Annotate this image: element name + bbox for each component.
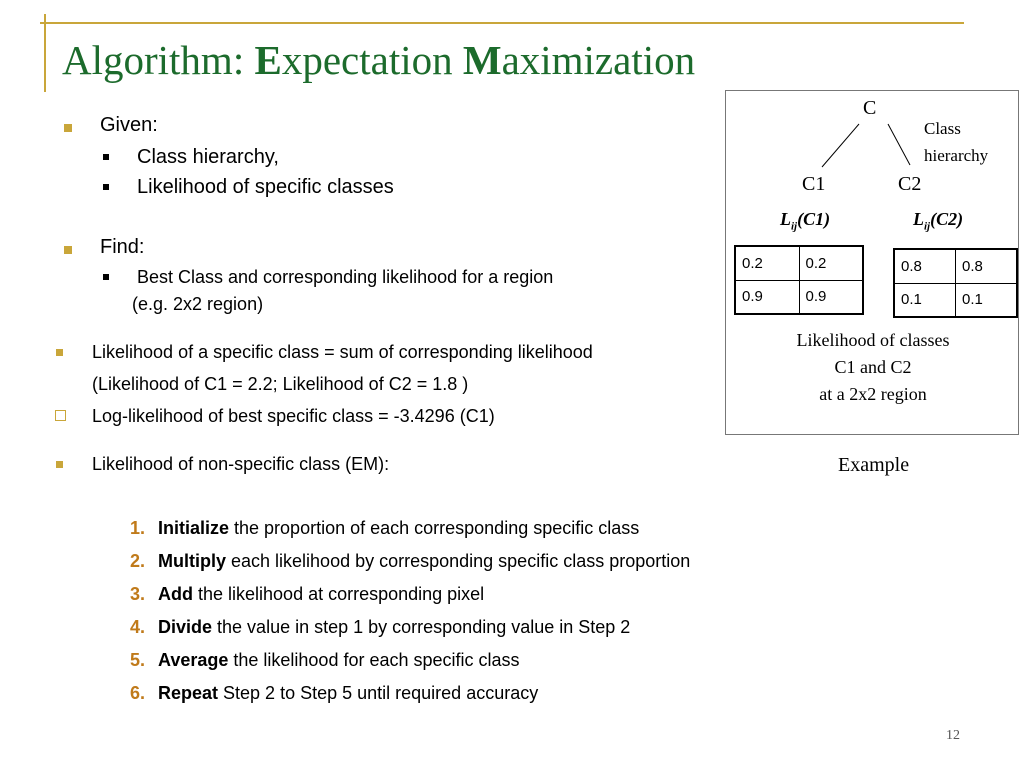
table-cell: 0.2 (799, 246, 863, 280)
slide-title: Algorithm: Expectation Maximization (62, 37, 696, 83)
example-panel (725, 90, 1019, 435)
hierarchy-label: Class hierarchy (924, 119, 989, 165)
em-line: Likelihood of non-specific class (EM): (92, 454, 390, 474)
checkbox-bullet-icon (55, 410, 66, 421)
table-cell: 0.1 (956, 283, 1018, 317)
table1-label: $L_{ij}(C1)$ (780, 209, 831, 233)
given-item-class-hierarchy: Class hierarchy, (137, 146, 279, 168)
given-item-likelihood: Likelihood of specific classes (137, 176, 394, 198)
step-1: 1. Initialize the proportion of each corresponding specific class (130, 518, 640, 538)
hierarchy-root: C (863, 97, 877, 119)
bullet-square-icon (64, 124, 72, 132)
hierarchy-child-c2: C2 (898, 173, 922, 195)
decorative-vertical-rule (44, 14, 46, 92)
bullet-square-icon (56, 461, 63, 468)
table-cell: 0.9 (799, 280, 863, 314)
panel-caption: Likelihood of classes C1 and C2 at a 2x2 region (796, 330, 950, 404)
sum-likelihood-example: (Likelihood of C1 = 2.2; Likelihood of C2 = 1.8 ) (92, 374, 469, 394)
hierarchy-child-c1: C1 (802, 173, 826, 195)
step-4: 4. Divide the value in step 1 by corresponding value in Step 2 (130, 617, 631, 637)
bullet-square-icon (56, 349, 63, 356)
table-cell: 0.1 (894, 283, 956, 317)
find-item: Best Class and corresponding likelihood for a region (137, 267, 554, 287)
table-row (894, 283, 1017, 317)
find-item-continuation: (e.g. 2x2 region) (132, 294, 264, 314)
table-cell: 0.2 (735, 246, 799, 280)
step-2: 2. Multiply each likelihood by corresponding specific class proportion (130, 551, 691, 571)
page-number: 12 (946, 728, 960, 743)
table-cell: 0.9 (735, 280, 799, 314)
hierarchy-edge-c2 (888, 124, 910, 165)
likelihood-table-c2 (893, 248, 1018, 318)
table-cell: 0.8 (894, 249, 956, 283)
likelihood-table-c1 (734, 245, 864, 315)
find-label: Find: (100, 236, 145, 258)
table-cell: 0.8 (956, 249, 1018, 283)
sub-bullet-icon (103, 274, 109, 280)
log-likelihood-line: Log-likelihood of best specific class = -3.4296 (C1) (92, 406, 495, 426)
table-row (894, 249, 1017, 283)
sum-likelihood-line: Likelihood of a specific class = sum of corresponding likelihood (92, 342, 593, 362)
example-label: Example (838, 454, 910, 476)
sub-bullet-icon (103, 154, 109, 160)
bullet-square-icon (64, 246, 72, 254)
step-5: 5. Average the likelihood for each specific class (130, 650, 520, 670)
given-label: Given: (100, 114, 158, 136)
table2-label: $L_{ij}(C2)$ (913, 209, 964, 233)
step-6: 6. Repeat Step 2 to Step 5 until required accuracy (130, 683, 539, 703)
sub-bullet-icon (103, 184, 109, 190)
table-row (735, 280, 863, 314)
step-3: 3. Add the likelihood at corresponding pixel (130, 584, 485, 604)
hierarchy-edge-c1 (822, 124, 859, 167)
decorative-horizontal-rule (40, 22, 964, 24)
table-row (735, 246, 863, 280)
